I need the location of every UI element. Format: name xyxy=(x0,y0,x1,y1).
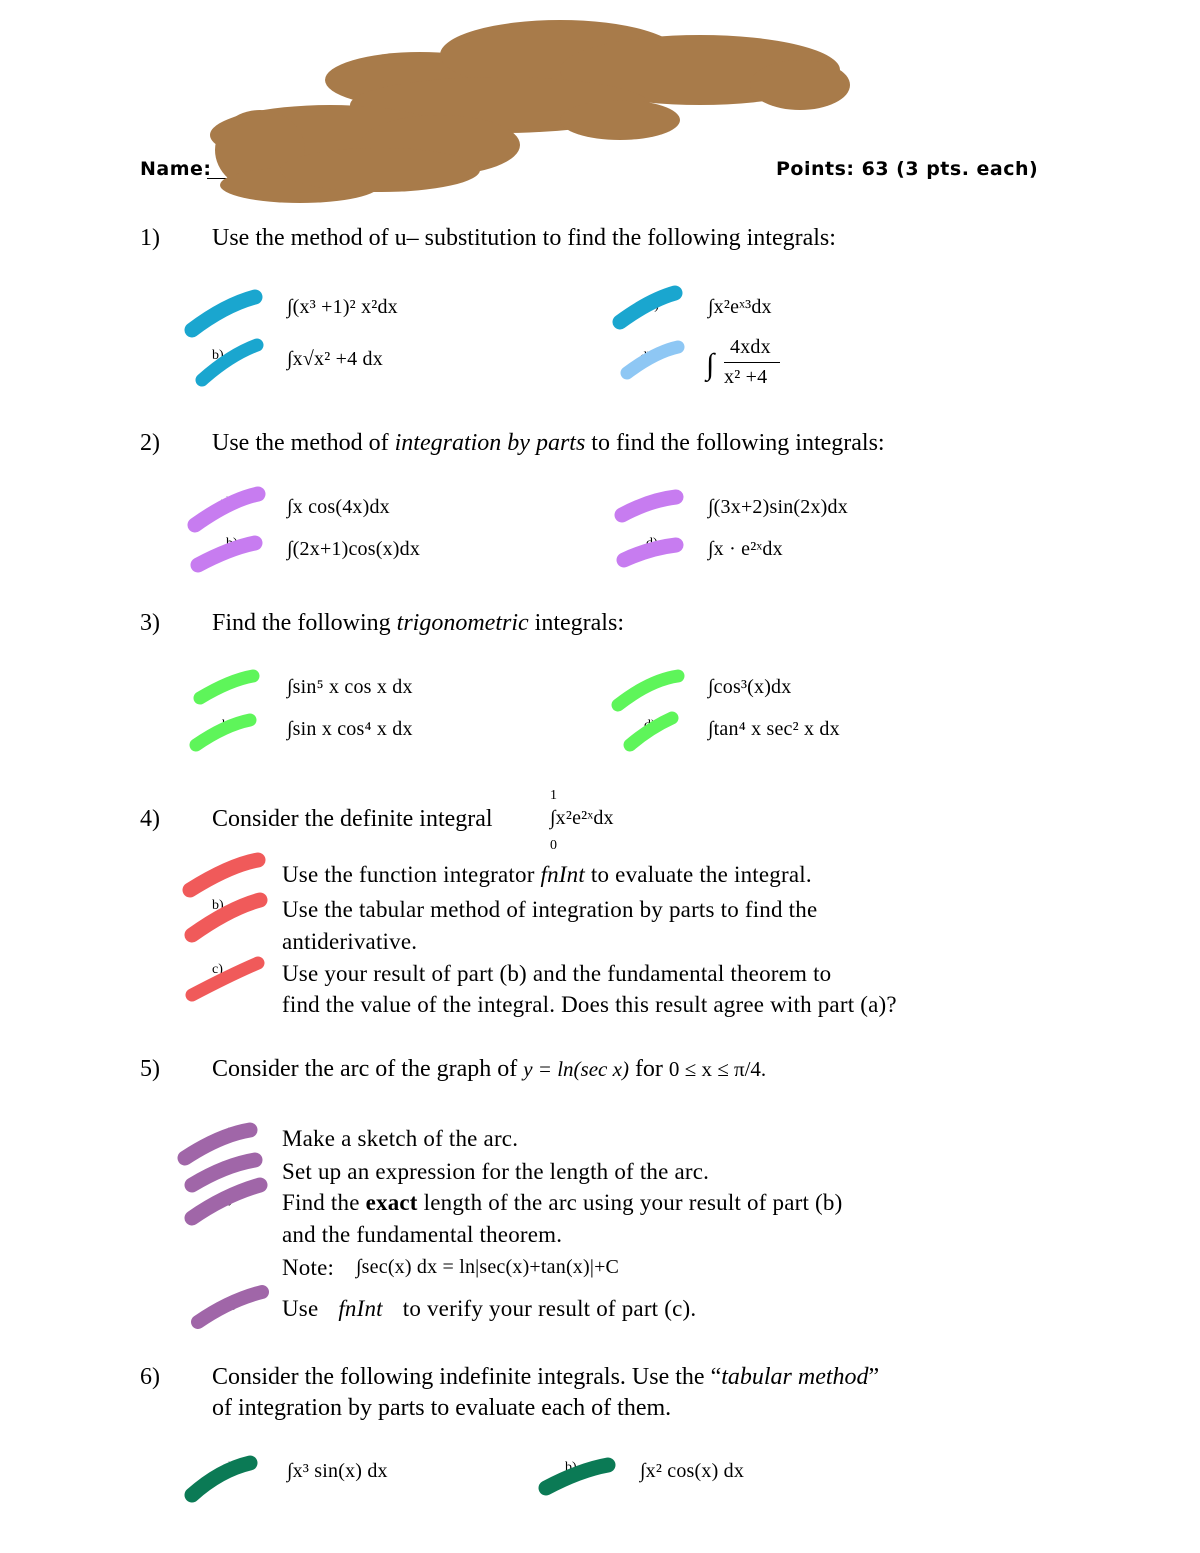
p3-item-c-label: c) xyxy=(644,676,655,691)
p2-item-c-expr: ∫(3x+2)sin(2x)dx xyxy=(708,496,848,518)
name-label: Name: xyxy=(140,158,212,180)
tabular-method-emphasis: tabular method xyxy=(721,1364,869,1390)
problem-5-instruction: Consider the arc of the graph of y = ln(sec x) for 0 ≤ x ≤ π/4. xyxy=(212,1056,767,1082)
p5-note-expr: ∫sec(x) dx = ln|sec(x)+tan(x)|+C xyxy=(356,1256,620,1278)
p3-mark-c xyxy=(618,676,678,705)
p3-item-c-expr: ∫cos³(x)dx xyxy=(708,676,792,698)
problem-5-number: 5) xyxy=(140,1056,160,1082)
p4-mark-b xyxy=(192,900,260,935)
p3-item-d-label: d) xyxy=(644,718,656,733)
p4-part-c-label: c) xyxy=(212,962,223,977)
p1-item-d-denominator: x² +4 xyxy=(724,366,768,388)
p5-part-c-line2: and the fundamental theorem. xyxy=(282,1222,563,1247)
p4-integral-upper: 1 xyxy=(550,788,557,803)
p2-mark-a xyxy=(195,494,258,525)
p5-part-a-label: a) xyxy=(222,1126,233,1141)
p2-item-b-label: b) xyxy=(226,536,238,551)
p2-item-c-label: c) xyxy=(646,495,657,510)
p1-mark-b xyxy=(202,345,257,380)
p5-part-a-text: Make a sketch of the arc. xyxy=(282,1126,519,1151)
problem-2-number: 2) xyxy=(140,430,160,456)
p4-integral-expr: ∫x²e²ˣdx xyxy=(550,807,614,829)
p2-mark-d xyxy=(624,545,676,560)
problem-4-instruction: Consider the definite integral xyxy=(212,806,493,832)
p4-part-c-line1: Use your result of part (b) and the fundamental theorem to xyxy=(282,961,832,986)
problem-6-line1: Consider the following indefinite integrals. Use the “tabular method” xyxy=(212,1364,880,1390)
p5-part-c-label: c) xyxy=(222,1192,233,1207)
p1-item-d-numerator: 4xdx xyxy=(730,336,771,358)
problem-6-number: 6) xyxy=(140,1364,160,1390)
p4-part-a-label: a) xyxy=(222,862,233,877)
p6-item-b-expr: ∫x² cos(x) dx xyxy=(640,1460,745,1482)
problem-3-number: 3) xyxy=(140,610,160,636)
p4-part-b-line1: Use the tabular method of integration by parts to find the xyxy=(282,897,818,922)
p6-item-a-label: a) xyxy=(222,1460,233,1475)
p4-part-b-line2: antiderivative. xyxy=(282,929,418,954)
p1-item-d-integral-sign: ∫ xyxy=(706,348,715,381)
p6-item-a-expr: ∫x³ sin(x) dx xyxy=(287,1460,388,1482)
p5-note-label: Note: xyxy=(282,1255,335,1280)
problem-1-number: 1) xyxy=(140,225,160,251)
p5-part-b-text: Set up an expression for the length of the arc. xyxy=(282,1159,710,1184)
p2-item-d-expr: ∫x · e²ˣdx xyxy=(708,538,783,560)
p5-mark-b xyxy=(192,1160,255,1185)
p2-mark-c xyxy=(622,497,676,515)
problem-5-range: 0 ≤ x ≤ π/4. xyxy=(668,1057,767,1081)
p5-part-b-label: b) xyxy=(222,1160,234,1175)
p2-item-b-expr: ∫(2x+1)cos(x)dx xyxy=(287,538,421,560)
exact-keyword: exact xyxy=(365,1190,418,1215)
points-label: Points: 63 (3 pts. each) xyxy=(776,158,1039,180)
p3-item-d-expr: ∫tan⁴ x sec² x dx xyxy=(708,718,840,740)
p1-mark-a xyxy=(192,297,255,330)
problem-2-instruction-emphasis: integration by parts xyxy=(394,430,586,456)
p4-integral-lower: 0 xyxy=(550,838,557,853)
p1-item-c-expr: ∫x²eˣ³dx xyxy=(708,296,772,318)
problem-1-instruction: Use the method of u– substitution to find the following integrals: xyxy=(212,225,836,251)
fnint-keyword-2: fnInt xyxy=(338,1296,383,1321)
fnint-keyword: fnInt xyxy=(540,862,585,887)
p6-item-b-label: b) xyxy=(565,1460,577,1475)
p6-mark-b xyxy=(546,1465,608,1488)
p4-mark-c xyxy=(192,963,258,995)
p2-item-a-label: a) xyxy=(220,495,231,510)
p1-item-c-label: c) xyxy=(648,298,659,313)
p5-part-d-label: d) xyxy=(226,1296,238,1311)
p3-item-a-label: a) xyxy=(222,676,233,691)
p3-mark-d xyxy=(630,718,672,745)
p5-mark-c xyxy=(192,1185,260,1218)
p1-mark-d xyxy=(627,347,678,373)
p3-item-b-label: b) xyxy=(222,718,234,733)
p1-item-b-expr: ∫x√x² +4 dx xyxy=(287,348,383,370)
name-redaction-blob xyxy=(210,20,850,203)
problem-6-line2: of integration by parts to evaluate each of them. xyxy=(212,1395,672,1421)
problem-3-instruction-emphasis: trigonometric xyxy=(396,610,529,636)
p3-mark-a xyxy=(200,676,253,698)
p4-part-a-text: Use the function integrator fnInt to evaluate the integral. xyxy=(282,862,812,887)
p3-mark-b xyxy=(196,720,250,745)
p6-mark-a xyxy=(192,1463,250,1495)
problem-5-function: y = ln(sec x) xyxy=(523,1057,629,1081)
p2-item-d-label: d) xyxy=(646,536,658,551)
p2-item-a-expr: ∫x cos(4x)dx xyxy=(287,496,390,518)
problem-4-number: 4) xyxy=(140,806,160,832)
p1-item-a-label: a) xyxy=(225,298,236,313)
p2-mark-b xyxy=(198,543,255,565)
problem-2-instruction: Use the method of integration by parts to find the following integrals: xyxy=(212,430,885,456)
p4-part-c-line2: find the value of the integral. Does this result agree with part (a)? xyxy=(282,992,897,1017)
p4-mark-a xyxy=(190,860,258,890)
p1-item-b-label: b) xyxy=(212,348,224,363)
p3-item-b-expr: ∫sin x cos⁴ x dx xyxy=(287,718,413,740)
p3-item-a-expr: ∫sin⁵ x cos x dx xyxy=(287,676,413,698)
p5-mark-d xyxy=(198,1292,262,1322)
p1-item-a-expr: ∫(x³ +1)² x²dx xyxy=(287,296,398,318)
p5-part-c-line1: Find the exact length of the arc using your result of part (b) xyxy=(282,1190,843,1215)
p1-item-d-label: d) xyxy=(640,350,652,365)
p5-part-d-text: Use fnInt to verify your result of part (c). xyxy=(282,1296,697,1321)
p1-mark-c xyxy=(620,293,675,322)
p5-mark-a xyxy=(185,1130,250,1158)
problem-3-instruction: Find the following trigonometric integrals: xyxy=(212,610,624,636)
p4-part-b-label: b) xyxy=(212,898,224,913)
